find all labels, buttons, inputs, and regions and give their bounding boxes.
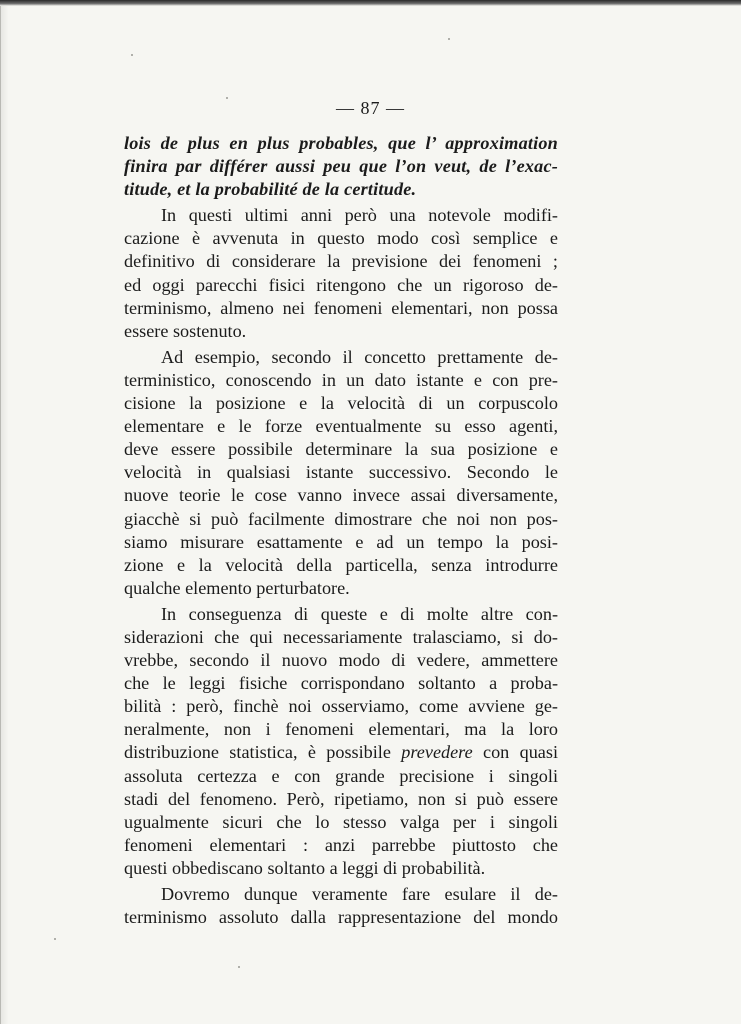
paragraph-3 <box>124 346 558 600</box>
text-line: neralmente, non i fenomeni elementari, ma la loro <box>124 719 558 740</box>
paragraph-french-quote <box>124 132 558 201</box>
text-line: Ad esempio, secondo il concetto prettamente de- <box>161 346 558 367</box>
text-line: zione e la velocità della particella, senza introdurre <box>124 554 558 575</box>
text-line: terminismo, almeno nei fenomeni elementari, non possa <box>124 297 558 318</box>
text-line: lois de plus en plus probables, que l’ approximation <box>124 133 558 153</box>
text-line: assoluta certezza e con grande precisione i singoli <box>124 765 558 786</box>
text-line: fenomeni elementari : anzi parrebbe piuttosto che <box>124 834 558 855</box>
text-line: In conseguenza di queste e di molte altre con- <box>161 603 558 624</box>
text-line: deve essere possibile determinare la sua posizione e <box>124 439 558 460</box>
text-line: ed oggi parecchi fisici ritengono che un rigoroso de- <box>124 274 558 295</box>
emphasis-line-text: distribuzione statistica, è possibile prevedere con quasi <box>124 742 559 763</box>
text-line: che le leggi fisiche corrispondano soltanto a proba- <box>124 673 558 694</box>
text-line: stadi del fenomeno. Però, ripetiamo, non si può essere <box>124 788 558 809</box>
text-line: terminismo assoluto dalla rappresentazione del mondo <box>124 907 558 928</box>
text-line: vrebbe, secondo il nuovo modo di vedere, ammettere <box>124 650 558 671</box>
text-line: cisione la posizione e la velocità di un corpuscolo <box>124 393 558 414</box>
text-line: In questi ultimi anni però una notevole modifi- <box>161 205 558 226</box>
page-top-edge <box>0 0 741 6</box>
text-line-with-emphasis <box>124 741 558 764</box>
body-text <box>124 132 558 929</box>
text-line: qualche elemento perturbatore. <box>124 577 350 598</box>
text-line: finira par différer aussi peu que l’on veut, de l’exac- <box>124 156 558 177</box>
text-line: questi obbediscano soltanto a leggi di probabilità. <box>124 857 486 878</box>
text-line: essere sostenuto. <box>124 320 247 341</box>
text-line: titude, et la probabilité de la certitude. <box>124 179 417 200</box>
text-line: elementare e le forze eventualmente su esso agenti, <box>124 416 558 437</box>
paragraph-2 <box>124 204 558 343</box>
text-line: bilità : però, finchè noi osserviamo, come avviene ge- <box>124 696 558 717</box>
paragraph-4 <box>124 603 558 880</box>
paper-speck <box>448 38 450 40</box>
text-line: Dovremo dunque veramente fare esulare il de- <box>161 884 558 904</box>
page-binding-edge <box>0 6 9 1024</box>
text-line: cazione è avvenuta in questo modo così semplice e <box>124 228 558 249</box>
text-line: siderazioni che qui necessariamente tralasciamo, si do- <box>124 626 558 647</box>
paragraph-5 <box>124 883 558 929</box>
paper-speck <box>54 938 56 940</box>
text-line: nuove teorie le cose vanno invece assai diversamente, <box>124 485 558 506</box>
paper-speck <box>131 54 133 56</box>
text-line: velocità in qualsiasi istante successivo. Secondo le <box>124 462 558 483</box>
page-number: — 87 — <box>336 98 405 118</box>
paper-speck <box>226 97 228 99</box>
paper-speck <box>238 966 240 968</box>
emphasized-word: prevedere <box>401 742 473 763</box>
text-line: definitivo di considerare la previsione dei fenomeni ; <box>124 251 558 272</box>
text-line: ugualmente sicuri che lo stesso valga per i singoli <box>124 811 558 832</box>
text-line: terministico, conoscendo in un dato istante e con pre- <box>124 369 558 390</box>
text-line: giacchè si può facilmente dimostrare che noi non pos- <box>124 508 558 529</box>
text-line: siamo misurare esattamente e ad un tempo la posi- <box>124 531 558 552</box>
